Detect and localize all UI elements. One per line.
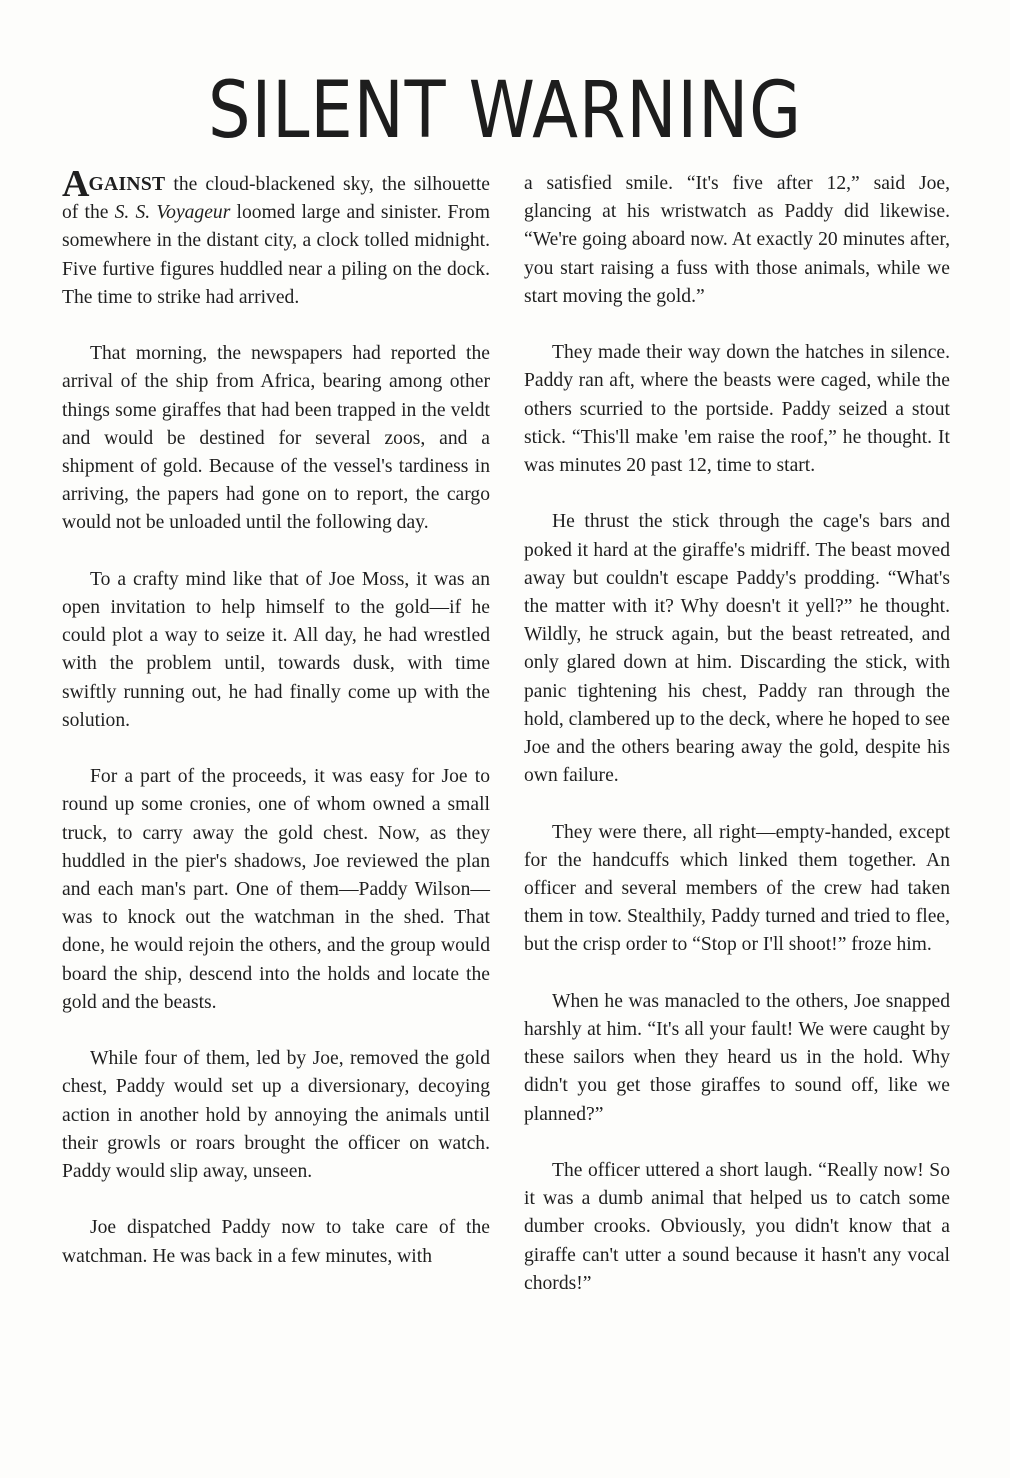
paragraph: Joe dispatched Paddy now to take care of the watchman. He was back in a few minutes, with <box>62 1217 490 1267</box>
paragraph <box>62 163 490 312</box>
paragraph: They were there, all right—empty-handed, except for the handcuffs which linked them together. An officer and several members of the crew had taken them in tow. Stealthily, Paddy turned and tried to flee, but the crisp order to “Stop or I'll shoot!” froze him. <box>524 821 950 956</box>
right-column <box>524 170 950 1326</box>
left-column <box>62 163 490 1299</box>
ship-name: S. S. Voyageur <box>114 202 231 224</box>
paragraph: a satisfied smile. “It's five after 12,” said Joe, glancing at his wristwatch as Paddy did likewise. “We're going aboard now. At exactly 20 minutes after, you start raising a fuss with those animals, while we start moving the gold.” <box>524 173 950 307</box>
lead-in-word: GAINST <box>88 174 166 195</box>
paragraph: They made their way down the hatches in silence. Paddy ran aft, where the beasts were caged, while the others scurried to the portside. Paddy seized a stout stick. “This'll make 'em raise the roof,” he thought. It was minutes 20 past 12, time to start. <box>524 342 950 477</box>
paragraph: That morning, the newspapers had reported the arrival of the ship from Africa, bearing among other things some giraffes that had been trapped in the veldt and would be destined for several zoos, and a shipment of gold. Because of the vessel's tardiness in arriving, the papers had gone on to report, the cargo would not be unloaded until the following day. <box>62 343 490 534</box>
paragraph: The officer uttered a short laugh. “Really now! So it was a dumb animal that helped us to catch some dumber crooks. Obviously, you didn't know that a giraffe can't utter a sound because it hasn't any vocal chords!” <box>524 1160 950 1294</box>
story-title: SILENT WARNING <box>208 66 802 156</box>
paragraph: To a crafty mind like that of Joe Moss, it was an open invitation to help himself to the gold—if he could plot a way to seize it. All day, he had wrestled with the problem until, towards dusk, with time swiftly running out, he had finally come up with the solution. <box>62 568 490 731</box>
paragraph: While four of them, led by Joe, removed the gold chest, Paddy would set up a diversionary, decoying action in another hold by annoying the animals until their growls or roars brought the officer on watch. Paddy would slip away, unseen. <box>62 1048 490 1183</box>
paragraph: For a part of the proceeds, it was easy for Joe to round up some cronies, one of whom owned a small truck, to carry away the gold chest. Now, as they huddled in the pier's shadows, Joe reviewed the plan and each man's part. One of them—Paddy Wilson—was to knock out the watchman in the shed. That done, he would rejoin the others, and the group would board the ship, descend into the holds and locate the gold and the beasts. <box>62 766 490 1013</box>
paragraph: When he was manacled to the others, Joe snapped harshly at him. “It's all your fault! We were caught by these sailors when they heard us in the hold. Why didn't you get those giraffes to sound off, like we planned?” <box>524 990 950 1125</box>
drop-cap: A <box>62 163 89 205</box>
paragraph: He thrust the stick through the cage's bars and poked it hard at the giraffe's midriff. The beast moved away but couldn't escape Paddy's prodding. “What's the matter with it? Why doesn't it yell?” he thought. Wildly, he struck again, but the beast retreated, and only glared down at him. Discarding the stick, with panic tightening his chest, Paddy ran through the hold, clambered up to the deck, where he hoped to see Joe and the others bearing away the gold, despite his own failure. <box>524 511 950 787</box>
paragraph-text: loomed large and sinister. From somewhere in the distant city, a clock tolled midnight. Five furtive figures huddled near a piling on the dock. The time to strike had arrived. <box>62 202 490 308</box>
paragraph-text: the cloud-blackened sky, the silhouette of the <box>62 174 490 224</box>
